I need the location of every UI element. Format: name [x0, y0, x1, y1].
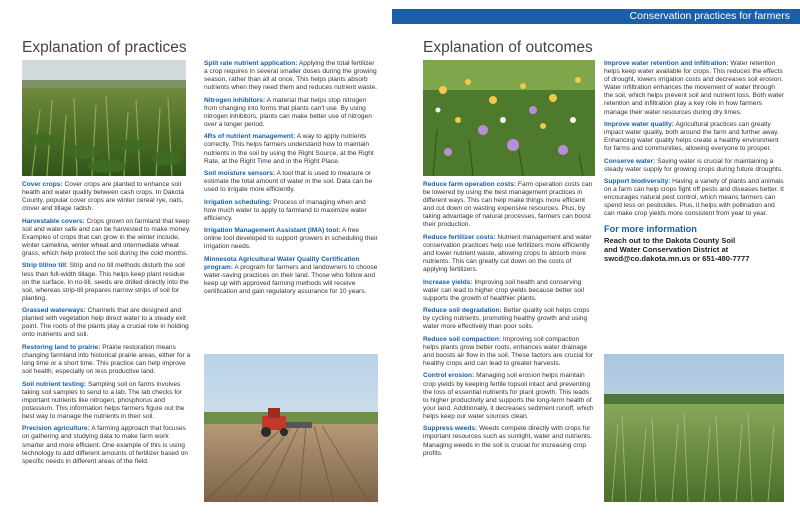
contact-line-2: and Water Conservation District at [604, 244, 729, 254]
outcome-conserve-water: Conserve water: Saving water is crucial for maintaining a steady water supply for growing crops during future droughts. [604, 157, 783, 173]
practice-split-rate: Split rate nutrient application: Applying the total fertilizer a crop requires in several smaller doses during the growing season, rather than all at once. This helps plants absorb nutrients when they need them and reduces nutrient waste. [204, 60, 378, 92]
outcome-increase-yields: Increase yields: Improving soil health and conserving water can lead to higher crop yields because better soil supports the growth of healthier plants. [423, 278, 584, 302]
contact-line-3[interactable]: swcd@co.dakota.mn.us or 651-480-7777 [604, 254, 750, 264]
header-bar [0, 9, 800, 24]
wildflowers-photo [423, 60, 595, 176]
tractor-field-photo [204, 354, 378, 502]
practice-mawqcp: Minnesota Agricultural Water Quality Certification program: A program for farmers and landowners to choose water-saving practices on their land. Those who follow and keep up with approved farming methods will receive certification and gain regulatory assurance for 10 years. [204, 255, 378, 296]
outcome-soil-degradation: Reduce soil degradation: Better quality soil helps crops by cycling nutrients, promoting healthy growth and using water more effectively than poor soils. [423, 307, 590, 331]
outcome-soil-compaction: Reduce soil compaction: Improving soil compaction helps plants grow better roots, enhances water drainage and boosts air flow in the soil. These factors are crucial for healthy crops and can lead to greater harvests. [423, 335, 593, 368]
practices-title: Explanation of practices [22, 39, 187, 56]
more-info-title: For more information [604, 223, 697, 234]
practice-4rs: 4Rs of nutrient management: A way to apply nutrients correctly. This helps farmers understand how to maintain nutrients in the soil by using the Right Source, at the Right Rate, at the Right Time and in the Right Place. [204, 133, 374, 165]
outcome-control-erosion: Control erosion: Managing soil erosion helps maintain crop yields by keeping fertile topsoil intact and preventing the loss of essential nutrients for plant growth. This leads to higher productivity and supports the long-term health of your land. Additionally, it decreases sediment runoff, which helps keep our water sources clean. [423, 372, 594, 420]
outcome-operation-costs: Reduce farm operation costs: Farm operation costs can be lowered by using the best management practices in different ways. This can help make things more efficient and cut down on wasting expensive resources. Plus, by taking advantage of natural processes, farmers can boost their production. [423, 181, 593, 229]
cover-crop-photo [22, 60, 186, 176]
contact-line-1: Reach out to the Dakota County Soil [604, 235, 736, 245]
practice-moisture-sensors: Soil moisture sensors: A tool that is used to measure or estimate the total amount of water in the soil. Data can be used to irrigate more efficiently. [204, 170, 373, 194]
more-info-contact [604, 236, 784, 264]
outcome-fertilizer-costs: Reduce fertilizer costs: Nutrient management and water conservation practices help use fertilizers more efficiently and lower nutrient waste, allowing crops to absorb more nutrients. This can greatly cut down on the costs of applying fertilizers. [423, 233, 592, 274]
practice-grassed-waterways: Grassed waterways: Channels that are designed and planted with vegetation help direct water to a steady exit point. The roots of the plants play a crucial role in holding onto nutrients and soil. [22, 307, 189, 339]
header-title: Conservation practices for farmers [629, 10, 790, 22]
practice-irrigation-scheduling: Irrigation scheduling: Process of managing when and how much water to apply to farmland to maximize water efficiency. [204, 198, 367, 222]
outcome-suppress-weeds: Suppress weeds: Weeds compete directly with crops for important resources such as sunlight, water and nutrients. Managing weeds in the soil is crucial for increasing crop profits. [423, 425, 592, 457]
outcomes-column-2 [604, 60, 784, 263]
practice-strip-till: Strip till/no till: Strip and no till methods disturb the soil less than full-width tillage. This helps keep plant residue on the surface. In no-till, seeds are drilled directly into the soil, whereas strip-till prepares narrow strips of soil for planting. [22, 262, 189, 302]
practice-ima-tool: Irrigation Management Assistant (IMA) tool: A free online tool developed to support growers in scheduling their irrigation needs. [204, 227, 378, 251]
outcomes-title: Explanation of outcomes [423, 39, 593, 56]
practice-harvestable-covers: Harvestable covers: Crops grown on farmland that keep soil and water safe and can be harvested to make money. Examples of crops that can grow in the winter include, winter camelina, winter wheat and intermediate wheat grass, which help protect the soil during the cold months. [22, 217, 191, 258]
practice-precision-ag: Precision agriculture: A farming approach that focuses on gathering and studying data to make farm work smarter and more efficient. One example of this is using technology to add different amounts of fertilizer based on specific needs in different areas of the field. [22, 425, 188, 465]
practice-nitrogen-inhibitors: Nitrogen inhibitors: A material that helps stop nitrogen from changing into forms that plants can't use. By using nitrogen inhibitors, plants can make better use of nitrogen over a longer period. [204, 96, 372, 128]
grass-field-photo [604, 354, 784, 502]
outcome-water-quality: Improve water quality: Agricultural practices can greatly impact water quality, both around the farm and further away. Enhancing water quality helps create a healthy environment for farms and communities, allowing everyone to prosper. [604, 120, 779, 153]
practice-cover-crops: Cover crops: Cover crops are planted to enhance soil health and water quality between cash crops. In Dakota County, popular cover crops are winter cereal rye, oats, clover and tillage radish. [22, 181, 185, 213]
outcome-water-retention: Improve water retention and infiltration: Water retention helps keep water available for crops. This reduces the effects of drought, lowers irrigation costs and decreases soil erosion. Water infiltration enhances the movement of water through the soil, which helps prevent soil and nutrient loss. Both water retention and infiltration play a key role in how farmers manage their water resources during dry times. [604, 60, 784, 116]
practice-soil-testing: Soil nutrient testing: Sampling soil on farms involves taking soil samples to send to a lab. The lab checks for important nutrients like nitrogen, phosphorus and potassium. This information helps farmers figure out the best way to manage the nutrients in their soil. [22, 380, 185, 420]
outcomes-column-1 [423, 181, 595, 462]
practices-column-2 [204, 60, 378, 301]
practice-prairie: Restoring land to prairie: Prairie restoration means changing farmland into historical prairie areas, either for a long time or a short time. This practice can help improve soil health, especially on less productive land. [22, 343, 191, 376]
outcome-biodiversity: Support biodiversity: Having a variety of plants and animals on a farm can help crops fight off pests and diseases better. It encourages natural pest control, which means farmers can spend less on pesticides. Plus, it helps with pollination and can make crop yields more consistent from year to year. [604, 178, 784, 218]
practices-column-1 [22, 181, 192, 470]
